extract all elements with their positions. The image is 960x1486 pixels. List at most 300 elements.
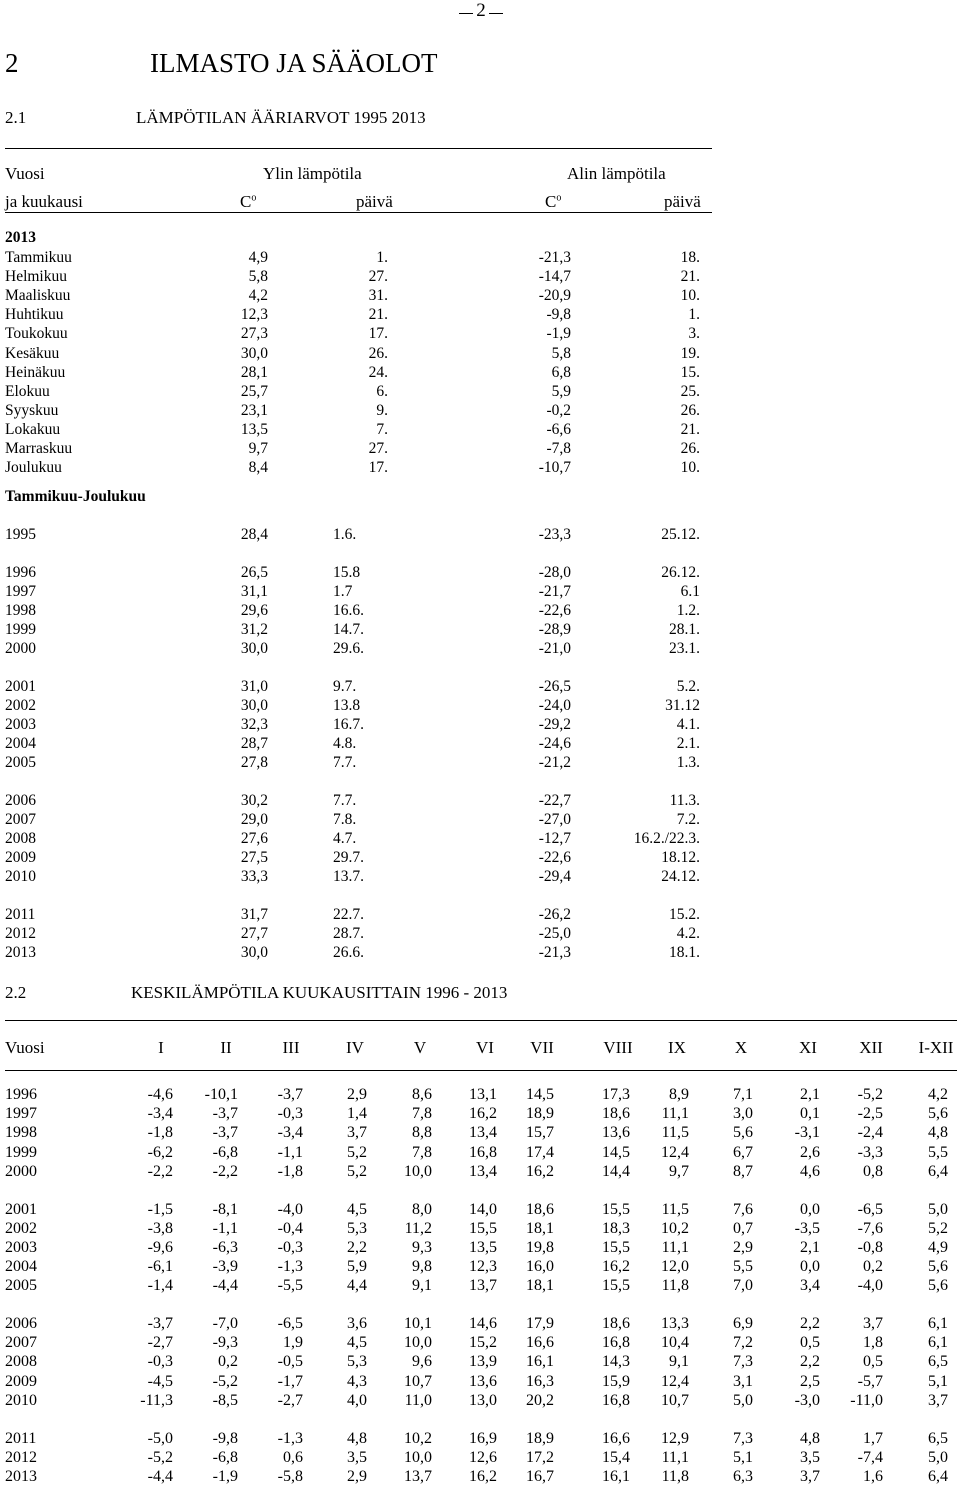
- monthly-mean: -3,9: [212, 1258, 238, 1276]
- year-label: 2002: [5, 697, 36, 714]
- year-label: 2004: [5, 1258, 37, 1276]
- monthly-mean: -4,5: [147, 1372, 173, 1390]
- monthly-mean: 5,1: [733, 1448, 753, 1466]
- monthly-mean: 3,7: [863, 1315, 883, 1332]
- monthly-mean: -5,0: [147, 1429, 173, 1447]
- month-name: Maaliskuu: [5, 287, 71, 305]
- monthly-mean: 13,4: [469, 1124, 497, 1142]
- monthly-mean: 10,2: [404, 1429, 432, 1447]
- monthly-mean: 18,6: [602, 1315, 630, 1332]
- monthly-mean: 4,8: [928, 1124, 948, 1142]
- monthly-mean: 6,3: [733, 1467, 753, 1485]
- monthly-mean: 4,5: [347, 1200, 367, 1218]
- monthly-mean: 15,4: [602, 1448, 630, 1466]
- cell-min-temp: -21,3: [538, 944, 571, 961]
- monthly-mean: -4,0: [857, 1277, 883, 1295]
- monthly-mean: 17,9: [526, 1315, 554, 1332]
- monthly-mean: -7,4: [857, 1448, 883, 1466]
- cell-max-day: 7.8.: [333, 811, 357, 828]
- monthly-mean: 5,0: [928, 1448, 948, 1466]
- cell-min-day: 18.1.: [669, 944, 700, 961]
- year-label: 1995: [5, 526, 36, 543]
- year-label: 2000: [5, 1162, 37, 1180]
- monthly-mean: 17,2: [526, 1448, 554, 1466]
- monthly-mean: 16,1: [602, 1467, 630, 1485]
- monthly-mean: 15,5: [602, 1238, 630, 1256]
- year-label: 2002: [5, 1219, 37, 1237]
- monthly-mean: 15,5: [602, 1200, 630, 1218]
- year-label: 2010: [5, 1391, 37, 1409]
- page-number-dash-left: [459, 13, 473, 14]
- year-label: 2006: [5, 792, 36, 809]
- monthly-mean: 0,2: [218, 1353, 238, 1371]
- cell-max-day: 16.7.: [333, 716, 364, 733]
- column-header: VII: [530, 1038, 554, 1057]
- cell-min-temp: -28,0: [538, 564, 571, 581]
- table1-header-rule: [5, 212, 712, 213]
- year-label: 2001: [5, 1200, 37, 1218]
- cell-min-temp: -9,8: [546, 306, 571, 324]
- column-header: XI: [799, 1038, 817, 1057]
- cell-max-temp: 9,7: [248, 440, 268, 457]
- cell-min-temp: -29,2: [538, 716, 571, 733]
- chapter-number: 2: [5, 48, 19, 78]
- column-header: V: [413, 1038, 427, 1057]
- cell-max-day: 27.: [368, 440, 388, 457]
- monthly-mean: -3,0: [794, 1391, 820, 1409]
- monthly-mean: 8,9: [669, 1086, 689, 1103]
- cell-max-day: 26.6.: [333, 944, 364, 961]
- monthly-mean: 15,5: [469, 1219, 497, 1237]
- monthly-mean: 16,2: [526, 1162, 554, 1180]
- monthly-mean: 16,3: [526, 1372, 554, 1390]
- cell-max-temp: 30,0: [240, 944, 268, 961]
- cell-min-temp: -6,6: [546, 420, 571, 438]
- page-number: 2: [476, 0, 486, 21]
- monthly-mean: 2,1: [800, 1238, 820, 1256]
- cell-max-temp: 30,0: [240, 344, 268, 362]
- month-name: Toukokuu: [5, 325, 68, 343]
- monthly-mean: -8,5: [212, 1391, 238, 1409]
- monthly-mean: -5,2: [857, 1086, 883, 1103]
- year-label: 1997: [5, 583, 36, 600]
- cell-min-temp: -21,3: [538, 249, 571, 266]
- cell-max-day: 9.7.: [333, 678, 357, 695]
- monthly-mean: 9,7: [669, 1162, 689, 1180]
- year-label: 2001: [5, 678, 36, 695]
- year-label: 2009: [5, 1372, 37, 1390]
- monthly-mean: -10,1: [204, 1086, 238, 1103]
- monthly-mean: -4,0: [277, 1200, 303, 1218]
- monthly-mean: 13,6: [469, 1372, 497, 1390]
- monthly-mean: -0,3: [147, 1353, 173, 1371]
- month-name: Syyskuu: [5, 401, 59, 419]
- cell-min-day: 23.1.: [669, 640, 700, 657]
- monthly-mean: 6,1: [928, 1315, 948, 1332]
- cell-max-temp: 23,1: [240, 401, 268, 419]
- cell-min-temp: -24,6: [538, 735, 571, 752]
- month-name: Huhtikuu: [5, 306, 64, 324]
- monthly-mean: 13,7: [469, 1277, 497, 1295]
- cell-max-day: 7.7.: [333, 754, 357, 771]
- monthly-mean: -5,8: [277, 1467, 303, 1485]
- table1-header-min-day: päivä: [664, 192, 701, 211]
- monthly-mean: 13,7: [404, 1467, 432, 1485]
- cell-min-temp: -7,8: [546, 440, 571, 457]
- monthly-mean: 19,8: [526, 1238, 554, 1256]
- monthly-mean: 18,6: [602, 1105, 630, 1123]
- table1-header-year: Vuosi: [5, 164, 45, 183]
- monthly-mean: 11,8: [661, 1277, 689, 1295]
- table1-yearly-label: Tammikuu-Joulukuu: [5, 488, 146, 505]
- cell-min-temp: -27,0: [538, 811, 571, 828]
- monthly-mean: 11,1: [661, 1105, 689, 1123]
- monthly-mean: -1,1: [277, 1143, 303, 1161]
- cell-min-day: 21.: [680, 268, 700, 286]
- monthly-mean: 16,8: [469, 1143, 497, 1161]
- year-label: 2013: [5, 944, 36, 961]
- monthly-mean: 11,1: [661, 1448, 689, 1466]
- monthly-mean: 5,2: [347, 1162, 367, 1180]
- cell-max-temp: 12,3: [240, 306, 268, 324]
- cell-min-temp: -20,9: [538, 287, 571, 305]
- monthly-mean: 4,8: [347, 1429, 367, 1447]
- monthly-mean: -0,3: [277, 1238, 303, 1256]
- monthly-mean: 3,7: [800, 1467, 820, 1485]
- monthly-mean: 7,2: [733, 1334, 753, 1352]
- monthly-mean: 4,9: [928, 1238, 948, 1256]
- monthly-mean: 4,8: [800, 1429, 820, 1447]
- monthly-mean: 3,7: [347, 1124, 367, 1142]
- monthly-mean: -0,4: [277, 1219, 303, 1237]
- monthly-mean: 20,2: [526, 1391, 554, 1409]
- monthly-mean: 0,5: [800, 1334, 820, 1352]
- monthly-mean: 18,3: [602, 1219, 630, 1237]
- monthly-mean: 18,1: [526, 1219, 554, 1237]
- monthly-mean: -1,7: [277, 1372, 303, 1390]
- column-header: II: [220, 1038, 232, 1057]
- cell-max-day: 1.: [376, 249, 388, 266]
- column-header: XII: [859, 1038, 883, 1057]
- monthly-mean: -3,7: [212, 1124, 238, 1142]
- monthly-mean: 11,5: [661, 1124, 689, 1142]
- year-label: 2003: [5, 1238, 37, 1256]
- cell-min-day: 1.: [688, 306, 700, 324]
- monthly-mean: 4,0: [347, 1391, 367, 1409]
- monthly-mean: 16,6: [602, 1429, 630, 1447]
- monthly-mean: 10,2: [661, 1219, 689, 1237]
- year-label: 2009: [5, 849, 36, 866]
- cell-max-day: 21.: [368, 306, 388, 324]
- monthly-mean: 16,2: [602, 1258, 630, 1276]
- column-header: I: [158, 1038, 164, 1057]
- monthly-mean: -2,2: [147, 1162, 173, 1180]
- page-number-dash-right: [489, 13, 503, 14]
- monthly-mean: 10,0: [404, 1448, 432, 1466]
- monthly-mean: 16,9: [469, 1429, 497, 1447]
- monthly-mean: 3,1: [733, 1372, 753, 1390]
- monthly-mean: 10,0: [404, 1334, 432, 1352]
- cell-max-temp: 13,5: [240, 420, 268, 438]
- monthly-mean: 1,7: [863, 1429, 883, 1447]
- monthly-mean: -5,5: [277, 1277, 303, 1295]
- monthly-mean: -11,0: [850, 1391, 883, 1409]
- cell-min-day: 24.12.: [661, 868, 700, 885]
- cell-min-day: 15.: [680, 363, 700, 381]
- table2-top-rule: [5, 1020, 957, 1021]
- monthly-mean: 13,1: [469, 1086, 497, 1103]
- monthly-mean: -5,7: [857, 1372, 883, 1390]
- monthly-mean: -3,8: [147, 1219, 173, 1237]
- cell-max-temp: 31,1: [240, 583, 268, 600]
- cell-min-temp: -22,6: [538, 849, 571, 866]
- monthly-mean: -4,4: [212, 1277, 238, 1295]
- cell-max-temp: 29,6: [240, 602, 268, 619]
- cell-min-day: 19.: [680, 344, 700, 362]
- year-label: 2000: [5, 640, 36, 657]
- monthly-mean: -3,1: [794, 1124, 820, 1142]
- monthly-mean: -1,8: [147, 1124, 173, 1142]
- table2-header-rule: [5, 1070, 957, 1071]
- cell-max-temp: 33,3: [240, 868, 268, 885]
- cell-min-day: 1.3.: [676, 754, 700, 771]
- month-name: Marraskuu: [5, 440, 73, 457]
- table1-header-min: Alin lämpötila: [567, 164, 666, 183]
- cell-min-day: 4.2.: [676, 925, 700, 942]
- cell-min-temp: -24,0: [538, 697, 571, 714]
- cell-min-temp: 5,9: [551, 382, 571, 400]
- month-name: Helmikuu: [5, 268, 67, 286]
- monthly-mean: -3,7: [147, 1315, 173, 1332]
- monthly-mean: 14,6: [469, 1315, 497, 1332]
- monthly-mean: 6,4: [928, 1467, 948, 1485]
- cell-min-temp: -22,7: [538, 792, 571, 809]
- year-label: 2010: [5, 868, 36, 885]
- cell-max-day: 26.: [368, 344, 388, 362]
- cell-min-temp: -21,2: [538, 754, 571, 771]
- monthly-mean: 6,1: [928, 1334, 948, 1352]
- monthly-mean: 10,4: [661, 1334, 689, 1352]
- monthly-mean: 1,4: [347, 1105, 367, 1123]
- year-label: 2013: [5, 1467, 37, 1485]
- monthly-mean: 9,3: [412, 1238, 432, 1256]
- cell-max-temp: 30,0: [240, 697, 268, 714]
- cell-min-day: 31.12: [665, 697, 700, 714]
- table1-header-min-celsius: $C^o$: [545, 192, 562, 211]
- table1-header-max-day: päivä: [356, 192, 393, 211]
- year-label: 2011: [5, 1429, 37, 1447]
- monthly-mean: 18,1: [526, 1277, 554, 1295]
- monthly-mean: -1,9: [212, 1467, 238, 1485]
- cell-max-temp: 27,5: [240, 849, 268, 866]
- monthly-mean: -11,3: [140, 1391, 173, 1409]
- year-label: 2006: [5, 1315, 37, 1332]
- monthly-mean: 6,5: [928, 1353, 948, 1371]
- monthly-mean: 17,4: [526, 1143, 554, 1161]
- month-name: Kesäkuu: [5, 344, 60, 362]
- cell-min-temp: 5,8: [551, 344, 571, 362]
- monthly-mean: -0,3: [277, 1105, 303, 1123]
- monthly-mean: -3,5: [794, 1219, 820, 1237]
- cell-min-day: 2.1.: [676, 735, 700, 752]
- column-header: Vuosi: [5, 1038, 45, 1057]
- monthly-mean: 16,0: [526, 1258, 554, 1276]
- cell-max-temp: 4,9: [248, 249, 268, 266]
- chapter-title: ILMASTO JA SÄÄOLOT: [150, 48, 438, 78]
- cell-max-day: 9.: [376, 401, 388, 419]
- monthly-mean: 4,2: [928, 1086, 948, 1103]
- cell-max-temp: 31,0: [240, 678, 268, 695]
- cell-min-day: 6.1: [680, 583, 700, 600]
- monthly-mean: 2,1: [800, 1086, 820, 1103]
- cell-min-day: 10.: [680, 459, 700, 477]
- cell-min-day: 15.2.: [669, 906, 700, 923]
- cell-max-temp: 8,4: [248, 459, 268, 477]
- cell-max-temp: 30,0: [240, 640, 268, 657]
- cell-min-temp: 6,8: [551, 363, 571, 381]
- cell-min-temp: -26,5: [538, 678, 571, 695]
- monthly-mean: 12,4: [661, 1143, 689, 1161]
- monthly-mean: 5,0: [733, 1391, 753, 1409]
- monthly-mean: 5,1: [928, 1372, 948, 1390]
- cell-min-day: 11.3.: [669, 792, 700, 809]
- cell-max-temp: 26,5: [240, 564, 268, 581]
- cell-min-temp: -29,4: [538, 868, 571, 885]
- cell-max-day: 1.6.: [333, 526, 357, 543]
- monthly-mean: 12,0: [661, 1258, 689, 1276]
- monthly-mean: 12,6: [469, 1448, 497, 1466]
- monthly-mean: 12,9: [661, 1429, 689, 1447]
- cell-max-day: 17.: [368, 459, 388, 477]
- year-label: 2012: [5, 1448, 37, 1466]
- section2-number: 2.2: [5, 983, 27, 1002]
- cell-max-temp: 30,2: [240, 792, 268, 809]
- cell-max-temp: 31,7: [240, 906, 268, 923]
- monthly-mean: 0,0: [800, 1258, 820, 1276]
- monthly-mean: 8,0: [412, 1200, 432, 1218]
- cell-max-day: 16.6.: [333, 602, 364, 619]
- section1-title: LÄMPÖTILAN ÄÄRIARVOT 1995 2013: [136, 108, 426, 127]
- monthly-mean: 9,1: [412, 1277, 432, 1295]
- cell-max-day: 7.: [376, 420, 388, 438]
- monthly-mean: 4,4: [347, 1277, 367, 1295]
- year-label: 1999: [5, 621, 36, 638]
- monthly-mean: 13,6: [602, 1124, 630, 1142]
- monthly-mean: 1,9: [283, 1334, 303, 1352]
- cell-min-temp: -12,7: [538, 830, 571, 847]
- monthly-mean: 14,3: [602, 1353, 630, 1371]
- monthly-mean: -7,6: [857, 1219, 883, 1237]
- table1-header-max: Ylin lämpötila: [263, 164, 362, 183]
- year-label: 1996: [5, 1086, 37, 1103]
- monthly-mean: 0,5: [863, 1353, 883, 1371]
- monthly-mean: 6,4: [928, 1162, 948, 1180]
- monthly-mean: 5,2: [928, 1219, 948, 1237]
- cell-max-temp: 27,6: [240, 830, 268, 847]
- column-header: VIII: [603, 1038, 633, 1057]
- monthly-mean: 9,6: [412, 1353, 432, 1371]
- monthly-mean: 7,8: [412, 1143, 432, 1161]
- cell-min-temp: -28,9: [538, 621, 571, 638]
- cell-max-temp: 28,1: [240, 363, 268, 381]
- monthly-mean: -4,6: [147, 1086, 173, 1103]
- monthly-mean: 9,1: [669, 1353, 689, 1371]
- monthly-mean: -3,4: [147, 1105, 173, 1123]
- column-header: X: [734, 1038, 748, 1057]
- monthly-mean: -9,6: [147, 1238, 173, 1256]
- monthly-mean: -6,2: [147, 1143, 173, 1161]
- cell-max-temp: 31,2: [240, 621, 268, 638]
- cell-max-day: 14.7.: [333, 621, 364, 638]
- cell-max-temp: 5,8: [248, 268, 268, 286]
- monthly-mean: 2,2: [800, 1315, 820, 1332]
- cell-min-day: 18.: [680, 249, 700, 266]
- year-label: 2007: [5, 811, 36, 828]
- monthly-mean: 11,2: [404, 1219, 432, 1237]
- monthly-mean: -0,5: [277, 1353, 303, 1371]
- year-label: 1998: [5, 1124, 37, 1142]
- monthly-mean: 2,5: [800, 1372, 820, 1390]
- cell-min-temp: -26,2: [538, 906, 571, 923]
- cell-max-temp: 27,3: [240, 325, 268, 343]
- cell-min-day: 7.2.: [676, 811, 700, 828]
- monthly-mean: -6,5: [277, 1315, 303, 1332]
- monthly-mean: 4,3: [347, 1372, 367, 1390]
- monthly-mean: 3,0: [733, 1105, 753, 1123]
- month-name: Lokakuu: [5, 420, 61, 438]
- monthly-mean: 10,7: [404, 1372, 432, 1390]
- column-header: VI: [476, 1038, 494, 1057]
- monthly-mean: -2,7: [277, 1391, 303, 1409]
- monthly-mean: -8,1: [212, 1200, 238, 1218]
- monthly-mean: 2,6: [800, 1143, 820, 1161]
- monthly-mean: 3,4: [800, 1277, 820, 1295]
- monthly-mean: 8,6: [412, 1086, 432, 1103]
- cell-max-day: 24.: [368, 363, 388, 381]
- monthly-mean: 5,9: [347, 1258, 367, 1276]
- table1-header-max-celsius: $C^o$: [240, 192, 257, 211]
- cell-max-day: 6.: [376, 382, 388, 400]
- cell-max-day: 13.8: [333, 697, 361, 714]
- monthly-mean: 18,9: [526, 1429, 554, 1447]
- year-label: 1999: [5, 1143, 37, 1161]
- month-name: Joulukuu: [5, 459, 62, 477]
- cell-min-day: 21.: [680, 420, 700, 438]
- monthly-mean: 10,7: [661, 1391, 689, 1409]
- monthly-mean: 7,8: [412, 1105, 432, 1123]
- cell-min-day: 28.1.: [669, 621, 700, 638]
- monthly-mean: 0,2: [863, 1258, 883, 1276]
- monthly-mean: -2,7: [147, 1334, 173, 1352]
- monthly-mean: -2,5: [857, 1105, 883, 1123]
- monthly-mean: 16,8: [602, 1334, 630, 1352]
- year-label: 2004: [5, 735, 36, 752]
- cell-min-day: 1.2.: [676, 602, 700, 619]
- monthly-mean: -1,5: [147, 1200, 173, 1218]
- cell-max-day: 29.7.: [333, 849, 364, 866]
- section2-title: KESKILÄMPÖTILA KUUKAUSITTAIN 1996 - 2013: [131, 983, 508, 1002]
- cell-min-temp: -23,3: [538, 526, 571, 543]
- monthly-mean: 2,2: [800, 1353, 820, 1371]
- cell-min-temp: -22,6: [538, 602, 571, 619]
- monthly-mean: 11,8: [661, 1467, 689, 1485]
- cell-max-day: 17.: [368, 325, 388, 343]
- cell-min-day: 3.: [688, 325, 700, 343]
- monthly-mean: 18,9: [526, 1105, 554, 1123]
- monthly-mean: -6,1: [147, 1258, 173, 1276]
- monthly-mean: 2,9: [347, 1086, 367, 1103]
- year-label: 2005: [5, 1277, 37, 1295]
